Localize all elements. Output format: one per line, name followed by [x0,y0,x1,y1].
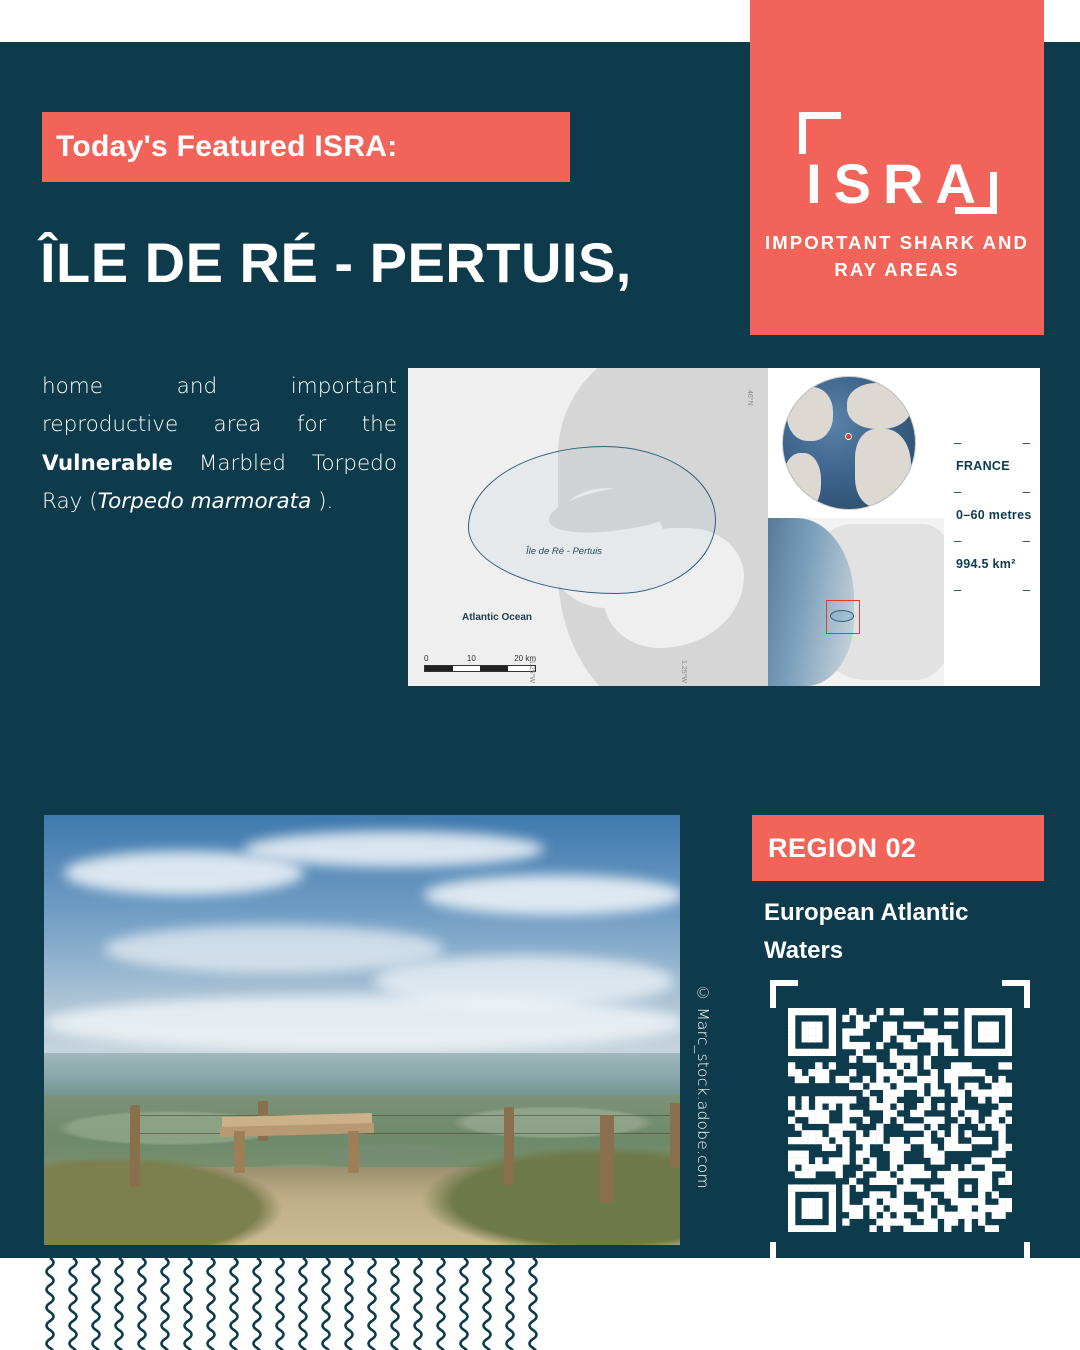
legend-divider-3: – – [954,533,1030,548]
map-isra-label: Île de Ré - Pertuis [526,546,603,557]
legend-divider-1: – – [954,435,1030,450]
legend-divider-4: – – [954,582,1030,597]
map-graticule-right: 1.25°W [680,660,687,684]
description-paragraph [42,368,397,521]
globe-inset [768,368,944,518]
legend-divider-2: – – [954,484,1030,499]
bracket-top-left-icon [799,112,841,154]
map-ocean-label: Atlantic Ocean [462,612,533,623]
map-scalebar [424,654,536,672]
scalebar-max: 20 km [514,654,536,663]
featured-tag-label: Today's Featured ISRA: [56,130,398,163]
map-graticule-top: 46°N [746,390,753,406]
globe-icon [782,376,916,510]
description-tail: ). [311,488,334,514]
region-name: European Atlantic Waters [764,899,969,965]
qr-corner-tr-v [1024,980,1030,1008]
habitat-photo [44,815,680,1245]
isra-subtitle: IMPORTANT SHARK AND RAY AREAS [765,232,1029,280]
wave-pattern [44,1258,574,1350]
legend-country: FRANCE [956,459,1010,473]
region-tag [752,815,1044,881]
scalebar-mid: 10 [466,654,476,663]
legend-area: 994.5 km² [956,557,1016,571]
map-legend [944,368,1040,686]
qr-corner-tl-v [770,980,776,1008]
logo-mark [771,104,1023,224]
species-latin: Torpedo marmorata [97,488,312,514]
species-common: Marbled Torpedo Ray ( [42,450,397,514]
status-badge: Vulnerable [42,450,173,476]
scalebar-min: 0 [424,654,429,663]
map-graticule-left: 1.25°W [528,660,535,684]
isra-logo-panel [750,0,1044,335]
qr-code-block[interactable] [760,980,1040,1270]
isra-wordmark: ISRA [806,152,988,215]
photo-credit: © Marc_stock.adobe.com [694,984,712,1189]
map-figure [408,368,1040,686]
wave-pattern-icon [44,1258,574,1350]
map-isra-boundary [468,446,716,594]
qr-code-icon[interactable] [788,1008,1012,1232]
globe-location-marker [845,433,852,440]
region-tag-label: REGION 02 [768,832,917,863]
description-lead: home and important reproductive area for the [42,374,397,438]
france-inset-map [768,518,944,686]
legend-depth: 0–60 metres [956,508,1032,522]
page-title: ÎLE DE RÉ - PERTUIS, [40,231,632,294]
map-main-panel [408,368,768,686]
france-inset-isra-shape [830,610,854,622]
featured-tag [42,112,570,182]
